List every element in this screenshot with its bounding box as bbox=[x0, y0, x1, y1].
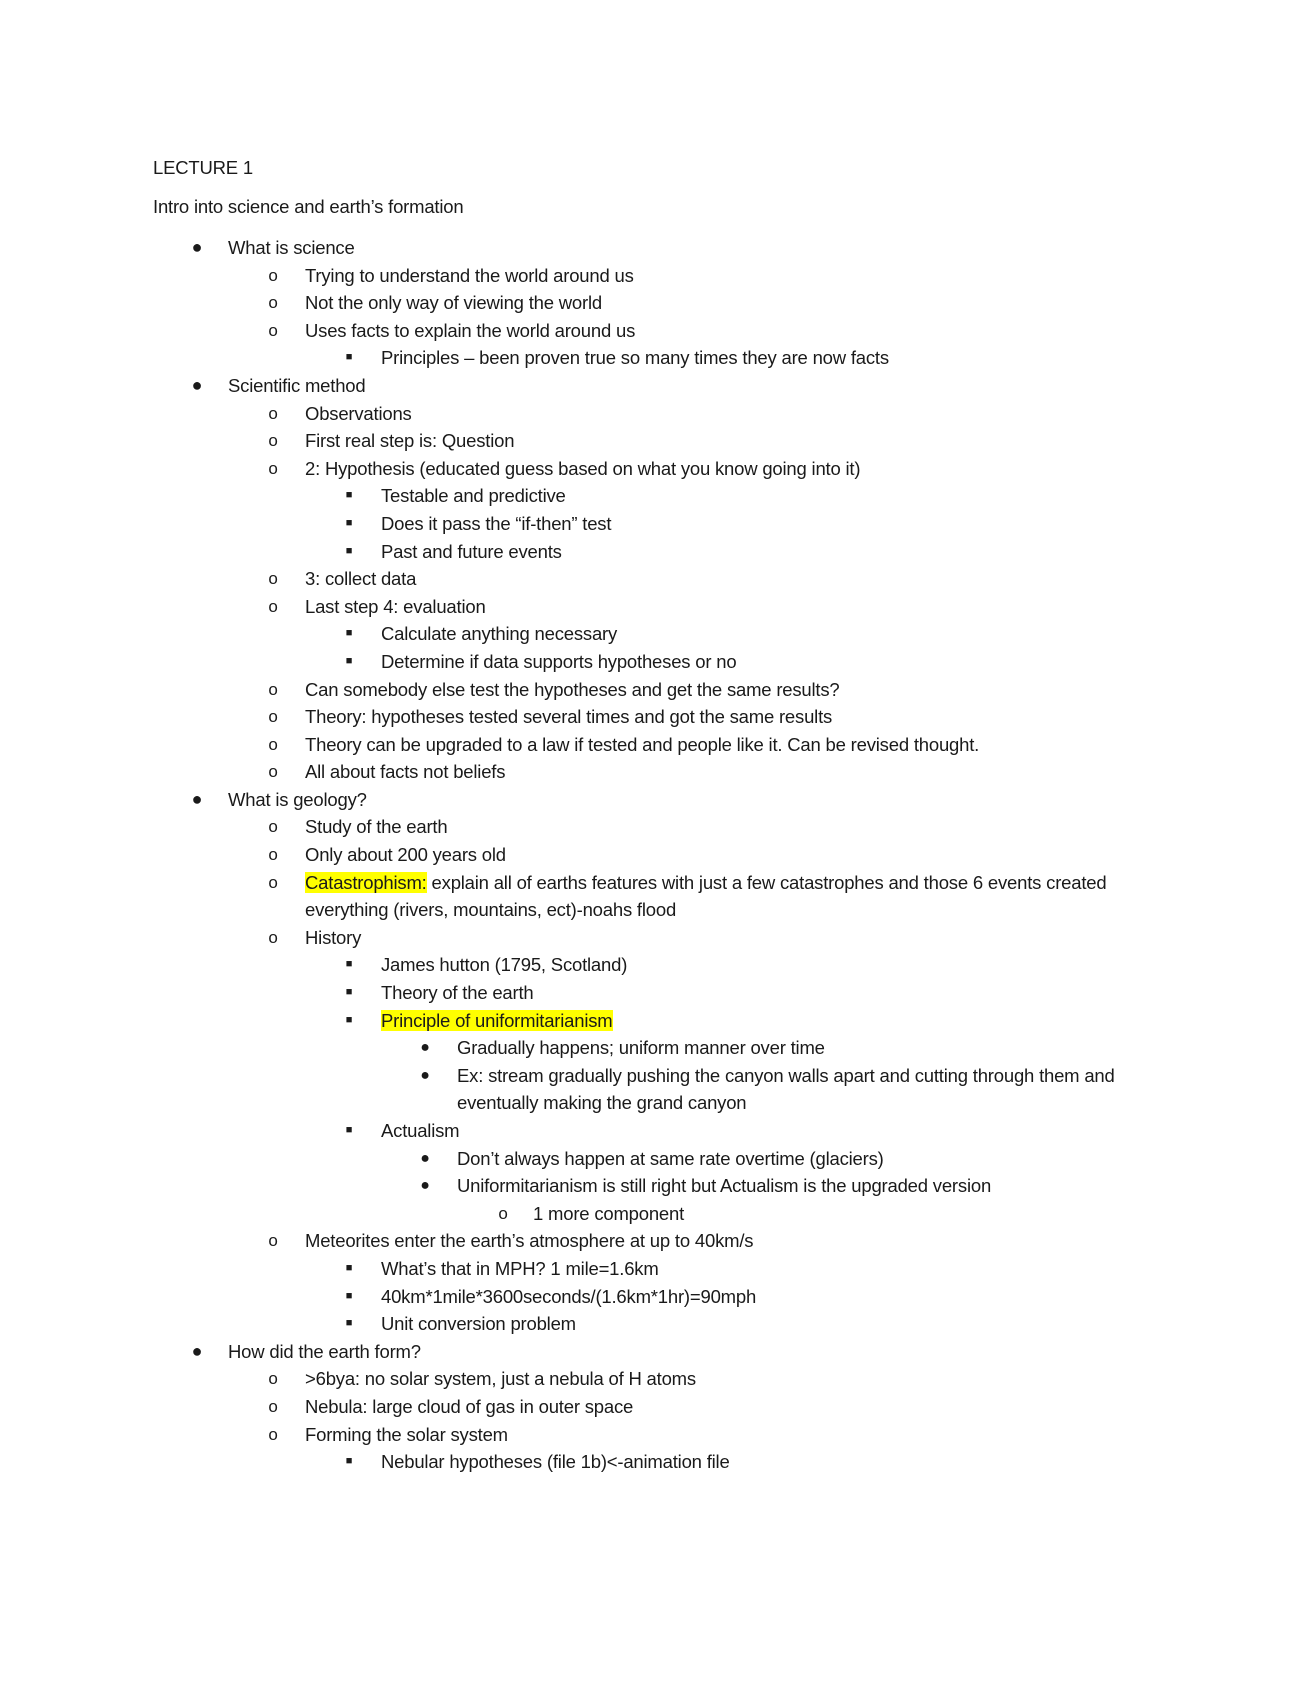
dot-bullet-icon: ● bbox=[420, 1039, 430, 1057]
square-bullet-icon: ■ bbox=[345, 351, 353, 364]
outline-list bbox=[153, 234, 1153, 1476]
outline-item-text: Nebular hypotheses (file 1b)<-animation file bbox=[381, 1451, 730, 1473]
square-bullet-icon: ■ bbox=[345, 654, 353, 667]
dot-bullet-icon: ● bbox=[420, 1177, 430, 1195]
outline-item-text: Theory can be upgraded to a law if tested and people like it. Can be revised thought. bbox=[305, 733, 980, 755]
outline-item-text: Gradually happens; uniform manner over time bbox=[457, 1037, 825, 1059]
outline-item-text: 2: Hypothesis (educated guess based on what you know going into it) bbox=[305, 457, 861, 479]
outline-item-level-3 bbox=[153, 951, 1153, 979]
circle-bullet-icon: o bbox=[268, 1231, 278, 1251]
outline-item-text: Observations bbox=[305, 402, 412, 424]
outline-item-text: >6bya: no solar system, just a nebula of H atoms bbox=[305, 1368, 696, 1390]
outline-item-level-3 bbox=[153, 510, 1153, 538]
outline-item-level-3 bbox=[153, 1117, 1153, 1145]
outline-item-level-2 bbox=[153, 703, 1153, 731]
outline-item-level-3 bbox=[153, 1007, 1153, 1035]
outline-item-text: How did the earth form? bbox=[228, 1340, 421, 1362]
outline-item-text: James hutton (1795, Scotland) bbox=[381, 954, 628, 976]
outline-item-level-3 bbox=[153, 344, 1153, 372]
circle-bullet-icon: o bbox=[268, 293, 278, 313]
dot-bullet-icon: ● bbox=[420, 1066, 430, 1084]
highlighted-term: Catastrophism: bbox=[305, 871, 427, 893]
square-bullet-icon: ■ bbox=[345, 958, 353, 971]
dot-bullet-icon: ● bbox=[191, 237, 203, 257]
outline-item-level-2 bbox=[153, 1393, 1153, 1421]
outline-item-level-1 bbox=[153, 1338, 1153, 1366]
square-bullet-icon: ■ bbox=[345, 1289, 353, 1302]
outline-item-level-2 bbox=[153, 731, 1153, 759]
outline-item-level-3 bbox=[153, 482, 1153, 510]
outline-item-text: 3: collect data bbox=[305, 568, 417, 590]
outline-item-level-3 bbox=[153, 648, 1153, 676]
outline-item-text: explain all of earths features with just a few catastrophes and those 6 events created everything (rivers, mountains, ect)-noahs flood bbox=[305, 871, 1107, 921]
outline-item-text: Uniformitarianism is still right but Actualism is the upgraded version bbox=[457, 1175, 992, 1197]
dot-bullet-icon: ● bbox=[191, 374, 203, 395]
dot-bullet-icon: ● bbox=[420, 1149, 430, 1167]
circle-bullet-icon: o bbox=[268, 734, 278, 754]
outline-item-level-2 bbox=[153, 593, 1153, 621]
circle-bullet-icon: o bbox=[268, 845, 278, 865]
circle-bullet-icon: o bbox=[268, 707, 278, 727]
outline-item-text: 1 more component bbox=[533, 1202, 685, 1224]
outline-item-text: Uses facts to explain the world around us bbox=[305, 319, 636, 341]
outline-item-level-2 bbox=[153, 869, 1153, 924]
outline-item-text: What’s that in MPH? 1 mile=1.6km bbox=[381, 1257, 659, 1279]
outline-item-level-3 bbox=[153, 620, 1153, 648]
circle-bullet-icon: o bbox=[268, 817, 278, 837]
circle-bullet-icon: o bbox=[268, 569, 278, 589]
circle-bullet-icon: o bbox=[268, 458, 278, 478]
outline-item-text: Don’t always happen at same rate overtime (glaciers) bbox=[457, 1147, 884, 1169]
square-bullet-icon: ■ bbox=[345, 489, 353, 502]
outline-item-level-2 bbox=[153, 427, 1153, 455]
circle-bullet-icon: o bbox=[268, 320, 278, 340]
circle-bullet-icon: o bbox=[268, 927, 278, 947]
outline-item-level-3 bbox=[153, 1255, 1153, 1283]
outline-item-text: First real step is: Question bbox=[305, 430, 515, 452]
outline-item-level-2 bbox=[153, 289, 1153, 317]
outline-item-level-2 bbox=[153, 400, 1153, 428]
outline-item-level-2 bbox=[153, 676, 1153, 704]
outline-item-text: Past and future events bbox=[381, 540, 562, 562]
outline-item-level-3 bbox=[153, 1448, 1153, 1476]
dot-bullet-icon: ● bbox=[191, 788, 203, 809]
outline-item-text: Actualism bbox=[381, 1120, 460, 1141]
outline-item-level-3 bbox=[153, 538, 1153, 566]
outline-item-level-2 bbox=[153, 565, 1153, 593]
outline-item-text: Not the only way of viewing the world bbox=[305, 292, 602, 314]
outline-item-text: Unit conversion problem bbox=[381, 1313, 576, 1335]
outline-item-level-2 bbox=[153, 455, 1153, 483]
document-title: LECTURE 1 bbox=[153, 157, 253, 178]
outline-item-text: Principles – been proven true so many times they are now facts bbox=[381, 347, 889, 369]
circle-bullet-icon: o bbox=[268, 1424, 278, 1444]
square-bullet-icon: ■ bbox=[345, 1455, 353, 1468]
square-bullet-icon: ■ bbox=[345, 1124, 353, 1136]
square-bullet-icon: ■ bbox=[345, 1013, 353, 1026]
outline-item-text: 40km*1mile*3600seconds/(1.6km*1hr)=90mph bbox=[381, 1285, 757, 1307]
square-bullet-icon: ■ bbox=[345, 986, 353, 999]
document-subtitle: Intro into science and earth’s formation bbox=[153, 196, 464, 217]
circle-bullet-icon: o bbox=[268, 403, 278, 423]
outline-item-level-3 bbox=[153, 1310, 1153, 1338]
outline-item-text: Calculate anything necessary bbox=[381, 623, 618, 645]
outline-item-text: Theory: hypotheses tested several times and got the same results bbox=[305, 706, 833, 728]
outline-item-text: Ex: stream gradually pushing the canyon walls apart and cutting through them and eventually making the grand canyon bbox=[457, 1064, 1115, 1114]
circle-bullet-icon: o bbox=[268, 1369, 278, 1389]
outline-item-text: Does it pass the “if-then” test bbox=[381, 512, 612, 534]
outline-item-level-4 bbox=[153, 1062, 1153, 1117]
circle-bullet-icon: o bbox=[268, 596, 278, 616]
outline-item-level-1 bbox=[153, 786, 1153, 814]
outline-item-level-4 bbox=[153, 1145, 1153, 1173]
outline-item-text: Nebula: large cloud of gas in outer space bbox=[305, 1395, 634, 1417]
outline-item-level-1 bbox=[153, 234, 1153, 262]
highlighted-term: Principle of uniformitarianism bbox=[381, 1009, 613, 1031]
outline-item-text: Meteorites enter the earth’s atmosphere at up to 40km/s bbox=[305, 1230, 754, 1252]
outline-item-level-4 bbox=[153, 1172, 1153, 1200]
circle-bullet-icon: o bbox=[268, 679, 278, 699]
outline-item-level-1 bbox=[153, 372, 1153, 400]
outline-item-text: Forming the solar system bbox=[305, 1423, 508, 1445]
square-bullet-icon: ■ bbox=[345, 516, 353, 529]
outline-item-text: What is geology? bbox=[228, 788, 367, 810]
outline-item-text: Scientific method bbox=[228, 374, 366, 396]
outline-item-level-2 bbox=[153, 1421, 1153, 1449]
outline-item-level-2 bbox=[153, 317, 1153, 345]
square-bullet-icon: ■ bbox=[345, 1317, 353, 1330]
square-bullet-icon: ■ bbox=[345, 627, 353, 640]
circle-bullet-icon: o bbox=[268, 762, 278, 782]
outline-item-text: Trying to understand the world around us bbox=[305, 264, 634, 286]
outline-item-text: What is science bbox=[228, 237, 355, 258]
outline-item-level-3 bbox=[153, 1283, 1153, 1311]
circle-bullet-icon: o bbox=[268, 1396, 278, 1416]
outline-item-text: History bbox=[305, 926, 362, 948]
outline-item-text: Determine if data supports hypotheses or no bbox=[381, 650, 737, 672]
outline-item-level-2 bbox=[153, 1365, 1153, 1393]
outline-item-level-3 bbox=[153, 979, 1153, 1007]
outline-item-level-2 bbox=[153, 813, 1153, 841]
outline-item-level-2 bbox=[153, 1227, 1153, 1255]
outline-item-text: Only about 200 years old bbox=[305, 844, 506, 866]
outline-item-level-2 bbox=[153, 841, 1153, 869]
outline-item-level-2 bbox=[153, 924, 1153, 952]
circle-bullet-icon: o bbox=[498, 1203, 508, 1223]
outline-item-level-2 bbox=[153, 262, 1153, 290]
outline-item-text: Testable and predictive bbox=[381, 485, 566, 507]
dot-bullet-icon: ● bbox=[191, 1340, 203, 1361]
square-bullet-icon: ■ bbox=[345, 544, 353, 557]
document-page bbox=[153, 148, 1153, 1476]
outline-item-level-2 bbox=[153, 758, 1153, 786]
outline-item-text: Last step 4: evaluation bbox=[305, 595, 486, 617]
outline-item-text: All about facts not beliefs bbox=[305, 761, 506, 783]
outline-item-level-4 bbox=[153, 1034, 1153, 1062]
circle-bullet-icon: o bbox=[268, 872, 278, 892]
circle-bullet-icon: o bbox=[268, 431, 278, 451]
circle-bullet-icon: o bbox=[268, 265, 278, 285]
outline-item-level-5 bbox=[153, 1200, 1153, 1228]
outline-item-text: Can somebody else test the hypotheses and get the same results? bbox=[305, 678, 840, 700]
square-bullet-icon: ■ bbox=[345, 1261, 353, 1274]
outline-item-text: Theory of the earth bbox=[381, 982, 534, 1004]
outline-item-text: Study of the earth bbox=[305, 816, 448, 838]
